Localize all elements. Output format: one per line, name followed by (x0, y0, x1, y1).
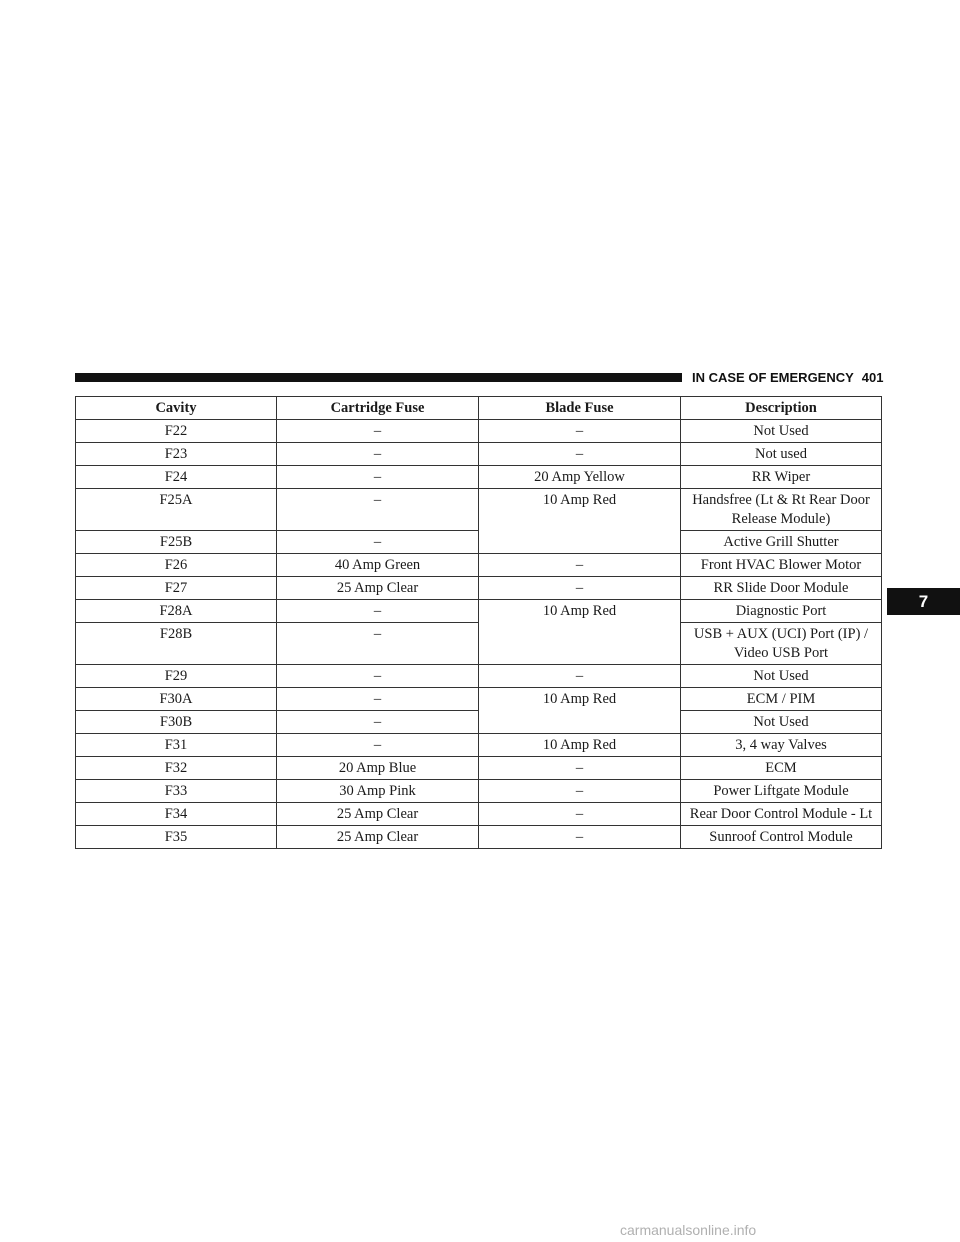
blade-fuse-cell: – (479, 803, 681, 826)
cartridge-fuse-cell: 25 Amp Clear (277, 577, 479, 600)
cavity-cell: F24 (76, 466, 277, 489)
description-cell: Front HVAC Blower Motor (681, 554, 882, 577)
description-cell: Handsfree (Lt & Rt Rear Door Release Module) (681, 489, 882, 531)
description-cell: RR Slide Door Module (681, 577, 882, 600)
table-row (76, 665, 882, 688)
running-header (692, 369, 912, 387)
description-cell: Not Used (681, 711, 882, 734)
table-row (76, 577, 882, 600)
cartridge-fuse-cell: – (277, 531, 479, 554)
cavity-cell: F23 (76, 443, 277, 466)
cartridge-fuse-cell: – (277, 711, 479, 734)
blade-fuse-cell: – (479, 757, 681, 780)
table-row (76, 554, 882, 577)
blade-fuse-cell: 10 Amp Red (479, 688, 681, 734)
cartridge-fuse-cell: – (277, 665, 479, 688)
cartridge-fuse-cell: – (277, 623, 479, 665)
table-row (76, 803, 882, 826)
description-cell: Not Used (681, 665, 882, 688)
cartridge-fuse-cell: 25 Amp Clear (277, 803, 479, 826)
cartridge-fuse-cell: 25 Amp Clear (277, 826, 479, 849)
column-header-blade-fuse: Blade Fuse (479, 397, 681, 420)
cavity-cell: F25A (76, 489, 277, 531)
cartridge-fuse-cell: – (277, 466, 479, 489)
cavity-cell: F29 (76, 665, 277, 688)
cavity-cell: F31 (76, 734, 277, 757)
cartridge-fuse-cell: 30 Amp Pink (277, 780, 479, 803)
chapter-tab[interactable]: 7 (887, 588, 960, 615)
page-number: 401 (861, 370, 884, 385)
watermark: carmanualsonline.info (620, 1222, 757, 1238)
column-header-cavity: Cavity (76, 397, 277, 420)
table-row (76, 466, 882, 489)
header-rule (75, 373, 682, 382)
description-cell: ECM / PIM (681, 688, 882, 711)
blade-fuse-cell: – (479, 577, 681, 600)
table-row (76, 688, 882, 711)
cartridge-fuse-cell: 20 Amp Blue (277, 757, 479, 780)
description-cell: Not Used (681, 420, 882, 443)
cavity-cell: F25B (76, 531, 277, 554)
table-row (76, 443, 882, 466)
description-cell: ECM (681, 757, 882, 780)
table-row (76, 600, 882, 623)
cartridge-fuse-cell: – (277, 420, 479, 443)
table-row (76, 826, 882, 849)
blade-fuse-cell: – (479, 780, 681, 803)
table-row (76, 757, 882, 780)
description-cell: Power Liftgate Module (681, 780, 882, 803)
cartridge-fuse-cell: – (277, 443, 479, 466)
blade-fuse-cell: – (479, 420, 681, 443)
cavity-cell: F26 (76, 554, 277, 577)
cavity-cell: F27 (76, 577, 277, 600)
blade-fuse-cell: 10 Amp Red (479, 734, 681, 757)
cavity-cell: F30A (76, 688, 277, 711)
table-header-row (76, 397, 882, 420)
table-row (76, 489, 882, 531)
cavity-cell: F30B (76, 711, 277, 734)
description-cell: Sunroof Control Module (681, 826, 882, 849)
cavity-cell: F33 (76, 780, 277, 803)
blade-fuse-cell: 10 Amp Red (479, 600, 681, 665)
blade-fuse-cell: 20 Amp Yellow (479, 466, 681, 489)
section-title: IN CASE OF EMERGENCY (692, 370, 854, 385)
description-cell: Diagnostic Port (681, 600, 882, 623)
cavity-cell: F28B (76, 623, 277, 665)
cavity-cell: F34 (76, 803, 277, 826)
cavity-cell: F28A (76, 600, 277, 623)
cavity-cell: F22 (76, 420, 277, 443)
blade-fuse-cell: – (479, 443, 681, 466)
description-cell: Rear Door Control Module - Lt (681, 803, 882, 826)
cartridge-fuse-cell: – (277, 600, 479, 623)
description-cell: USB + AUX (UCI) Port (IP) / Video USB Port (681, 623, 882, 665)
cartridge-fuse-cell: – (277, 734, 479, 757)
blade-fuse-cell: 10 Amp Red (479, 489, 681, 554)
table-row (76, 780, 882, 803)
column-header-cartridge-fuse: Cartridge Fuse (277, 397, 479, 420)
cartridge-fuse-cell: 40 Amp Green (277, 554, 479, 577)
blade-fuse-cell: – (479, 665, 681, 688)
fuse-table (75, 396, 882, 849)
cavity-cell: F35 (76, 826, 277, 849)
blade-fuse-cell: – (479, 554, 681, 577)
description-cell: RR Wiper (681, 466, 882, 489)
table-row (76, 420, 882, 443)
description-cell: 3, 4 way Valves (681, 734, 882, 757)
cartridge-fuse-cell: – (277, 688, 479, 711)
table-row (76, 734, 882, 757)
description-cell: Not used (681, 443, 882, 466)
cartridge-fuse-cell: – (277, 489, 479, 531)
blade-fuse-cell: – (479, 826, 681, 849)
description-cell: Active Grill Shutter (681, 531, 882, 554)
cavity-cell: F32 (76, 757, 277, 780)
column-header-description: Description (681, 397, 882, 420)
